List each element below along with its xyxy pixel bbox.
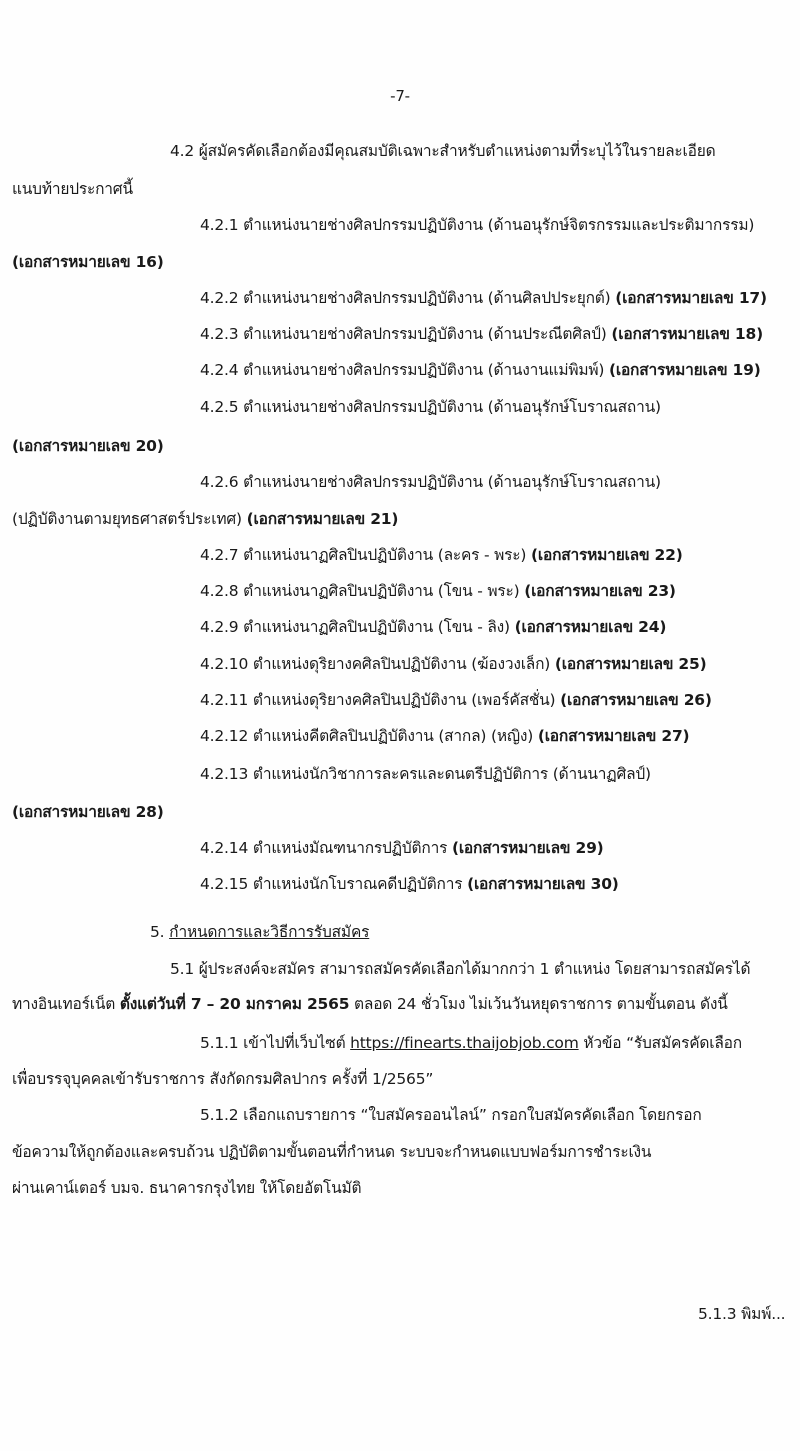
item-text: 4.2.2 ตำแหน่งนายช่างศิลปกรรมปฏิบัติงาน (ด้านศิลปประยุกต์) [200,289,616,307]
item-text: 4.2.11 ตำแหน่งดุริยางคศิลปินปฏิบัติงาน (เพอร์คัสชั่น) [200,691,561,709]
doc-ref: (เอกสารหมายเลข 25) [554,655,707,673]
item-4-2-11 [200,688,712,712]
item-4-2-13: 4.2.13 ตำแหน่งนักวิชาการละครและดนตรีปฏิบัติการ (ด้านนาฏศิลป์) [200,765,651,783]
doc-ref: (เอกสารหมายเลข 26) [560,691,712,709]
para-5-1-1 [200,1031,742,1055]
item-4-2-1-doc: (เอกสารหมายเลข 16) [12,253,164,271]
item-4-2-15 [200,872,619,896]
item-4-2-13-doc: (เอกสารหมายเลข 28) [12,803,164,821]
page-number: -7- [390,87,410,105]
para-5-1-1-cont: เพื่อบรรจุบุคคลเข้ารับราชการ สังกัดกรมศิลปากร ครั้งที่ 1/2565” [12,1070,434,1088]
item-text: (ปฏิบัติงานตามยุทธศาสตร์ประเทศ) [12,510,247,528]
doc-ref: (เอกสารหมายเลข 29) [451,839,604,857]
doc-ref: (เอกสารหมายเลข 27) [537,727,690,745]
website-link[interactable]: https://finearts.thaijobjob.com [350,1034,579,1052]
text: 5.1.1 เข้าไปที่เว็บไซต์ [200,1034,351,1052]
item-text: 4.2.7 ตำแหน่งนาฏศิลปินปฏิบัติงาน (ละคร - พระ) [200,546,531,564]
item-4-2-14 [200,836,604,860]
doc-ref: (เอกสารหมายเลข 18) [611,325,763,343]
item-4-2-3 [200,322,763,346]
item-text: 4.2.14 ตำแหน่งมัณฑนากรปฏิบัติการ [200,839,452,857]
item-4-2-7 [200,543,683,567]
doc-ref: (เอกสารหมายเลข 30) [467,875,619,893]
item-4-2-6-cont [12,507,398,531]
doc-ref: (เอกสารหมายเลข 24) [514,618,667,636]
section-number: 5. [150,923,170,941]
doc-ref: (เอกสารหมายเลข 19) [608,361,761,379]
item-4-2-9 [200,615,666,639]
item-4-2-2 [200,286,767,310]
application-dates: ตั้งแต่วันที่ 7 – 20 มกราคม 2565 [119,995,350,1013]
text: ตลอด 24 ชั่วโมง ไม่เว้นวันหยุดราชการ ตามขั้นตอน ดังนี้ [349,995,728,1013]
item-4-2-1: 4.2.1 ตำแหน่งนายช่างศิลปกรรมปฏิบัติงาน (ด้านอนุรักษ์จิตรกรรมและประติมากรรม) [200,216,755,234]
section-4-2-intro-cont: แนบท้ายประกาศนี้ [12,180,133,198]
item-4-2-12 [200,724,689,748]
doc-ref: (เอกสารหมายเลข 17) [615,289,767,307]
section-title: กำหนดการและวิธีการรับสมัคร [169,923,370,941]
item-text: 4.2.10 ตำแหน่งดุริยางคศิลปินปฏิบัติงาน (ฆ้องวงเล็ก) [200,655,555,673]
para-5-1-2: 5.1.2 เลือกแถบรายการ “ใบสมัครออนไลน์” กรอกใบสมัครคัดเลือก โดยกรอก [200,1106,702,1124]
section-5-heading [150,920,369,944]
item-4-2-5-doc: (เอกสารหมายเลข 20) [12,437,164,455]
item-text: 4.2.8 ตำแหน่งนาฏศิลปินปฏิบัติงาน (โขน - พระ) [200,582,525,600]
text: ทางอินเทอร์เน็ต [12,995,120,1013]
doc-ref: (เอกสารหมายเลข 22) [530,546,683,564]
para-5-1-2-cont2: ผ่านเคาน์เตอร์ บมจ. ธนาคารกรุงไทย ให้โดยอัตโนมัติ [12,1179,362,1197]
para-5-1-2-cont1: ข้อความให้ถูกต้องและครบถ้วน ปฏิบัติตามขั้นตอนที่กำหนด ระบบจะกำหนดแบบฟอร์มการชำระเงิน [12,1143,652,1161]
item-text: 4.2.9 ตำแหน่งนาฏศิลปินปฏิบัติงาน (โขน - ลิง) [200,618,515,636]
text: หัวข้อ “รับสมัครคัดเลือก [578,1034,742,1052]
item-text: 4.2.12 ตำแหน่งคีตศิลปินปฏิบัติงาน (สากล) (หญิง) [200,727,538,745]
item-4-2-4 [200,358,761,382]
doc-ref: (เอกสารหมายเลข 21) [246,510,399,528]
doc-ref: (เอกสารหมายเลข 23) [524,582,676,600]
para-5-1-cont [12,992,728,1016]
item-text: 4.2.4 ตำแหน่งนายช่างศิลปกรรมปฏิบัติงาน (ด้านงานแม่พิมพ์) [200,361,609,379]
item-4-2-8 [200,579,676,603]
continuation-note: 5.1.3 พิมพ์... [698,1305,786,1323]
item-text: 4.2.3 ตำแหน่งนายช่างศิลปกรรมปฏิบัติงาน (ด้านประณีตศิลป์) [200,325,612,343]
item-4-2-5: 4.2.5 ตำแหน่งนายช่างศิลปกรรมปฏิบัติงาน (ด้านอนุรักษ์โบราณสถาน) [200,398,661,416]
item-4-2-10 [200,652,707,676]
section-4-2-intro: 4.2 ผู้สมัครคัดเลือกต้องมีคุณสมบัติเฉพาะสำหรับตำแหน่งตามที่ระบุไว้ในรายละเอียด [170,142,716,160]
item-text: 4.2.15 ตำแหน่งนักโบราณคดีปฏิบัติการ [200,875,468,893]
para-5-1: 5.1 ผู้ประสงค์จะสมัคร สามารถสมัครคัดเลือกได้มากกว่า 1 ตำแหน่ง โดยสามารถสมัครได้ [170,960,751,978]
item-4-2-6: 4.2.6 ตำแหน่งนายช่างศิลปกรรมปฏิบัติงาน (ด้านอนุรักษ์โบราณสถาน) [200,473,661,491]
